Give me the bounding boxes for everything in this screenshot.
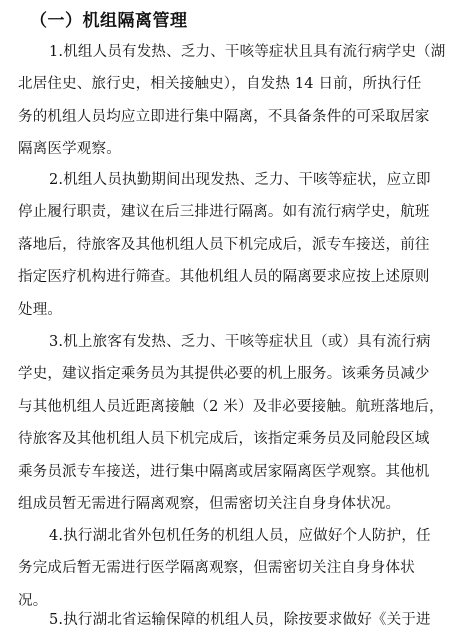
paragraph-line: 学史，建议指定乘务员为其提供必要的机上服务。该乘务员减少 [18,366,430,383]
paragraph-line: 务的机组人员均应立即进行集中隔离，不具备条件的可采取居家 [18,108,430,125]
paragraph-line: 4.执行湖北省外包机任务的机组人员，应做好个人防护，任 [49,528,431,544]
paragraph-line: 与其他机组人员近距离接触（2 米）及非必要接触。航班落地后， [18,398,444,415]
paragraph-1 [18,36,458,166]
section-heading: （一）机组隔离管理 [30,11,188,31]
paragraph-line: 组成员暂无需进行隔离观察，但需密切关注自身身体状况。 [18,495,401,512]
paragraph-line: 1.机组人员有发热、乏力、干咳等症状且具有流行病学史（湖 [49,44,446,60]
paragraph-line: 况。 [18,592,48,609]
paragraph-line: 处理。 [18,301,63,318]
paragraph-line: 指定医疗机构进行筛查。其他机组人员的隔离要求应按上述原则 [18,269,430,286]
paragraph-line: 2.机组人员执勤期间出现发热、乏力、干咳等症状，应立即 [49,172,431,188]
paragraph-line: 乘务员派专车接送，进行集中隔离或居家隔离医学观察。其他机 [18,463,430,480]
paragraph-3 [18,326,458,520]
paragraph-line: 5.执行湖北省运输保障的机组人员，除按要求做好《关于进 [49,612,431,628]
paragraph-4 [18,520,458,617]
paragraph-line: 落地后，待旅客及其他机组人员下机完成后，派专车接送，前往 [18,236,430,253]
paragraph-line: 隔离医学观察。 [18,141,121,158]
paragraph-line: 待旅客及其他机组人员下机完成后，该指定乘务员及同舱段区域 [18,431,430,448]
paragraph-2 [18,164,458,326]
paragraph-5 [18,604,458,636]
paragraph-line: 北居住史、旅行史，相关接触史），自发热 14 日前，所执行任 [18,76,422,93]
paragraph-line: 3.机上旅客有发热、乏力、干咳等症状且（或）具有流行病 [49,334,431,350]
paragraph-line: 务完成后暂无需进行医学隔离观察，但需密切关注自身身体状 [18,560,415,577]
paragraph-line: 停止履行职责，建议在后三排进行隔离。如有流行病学史，航班 [18,204,430,221]
